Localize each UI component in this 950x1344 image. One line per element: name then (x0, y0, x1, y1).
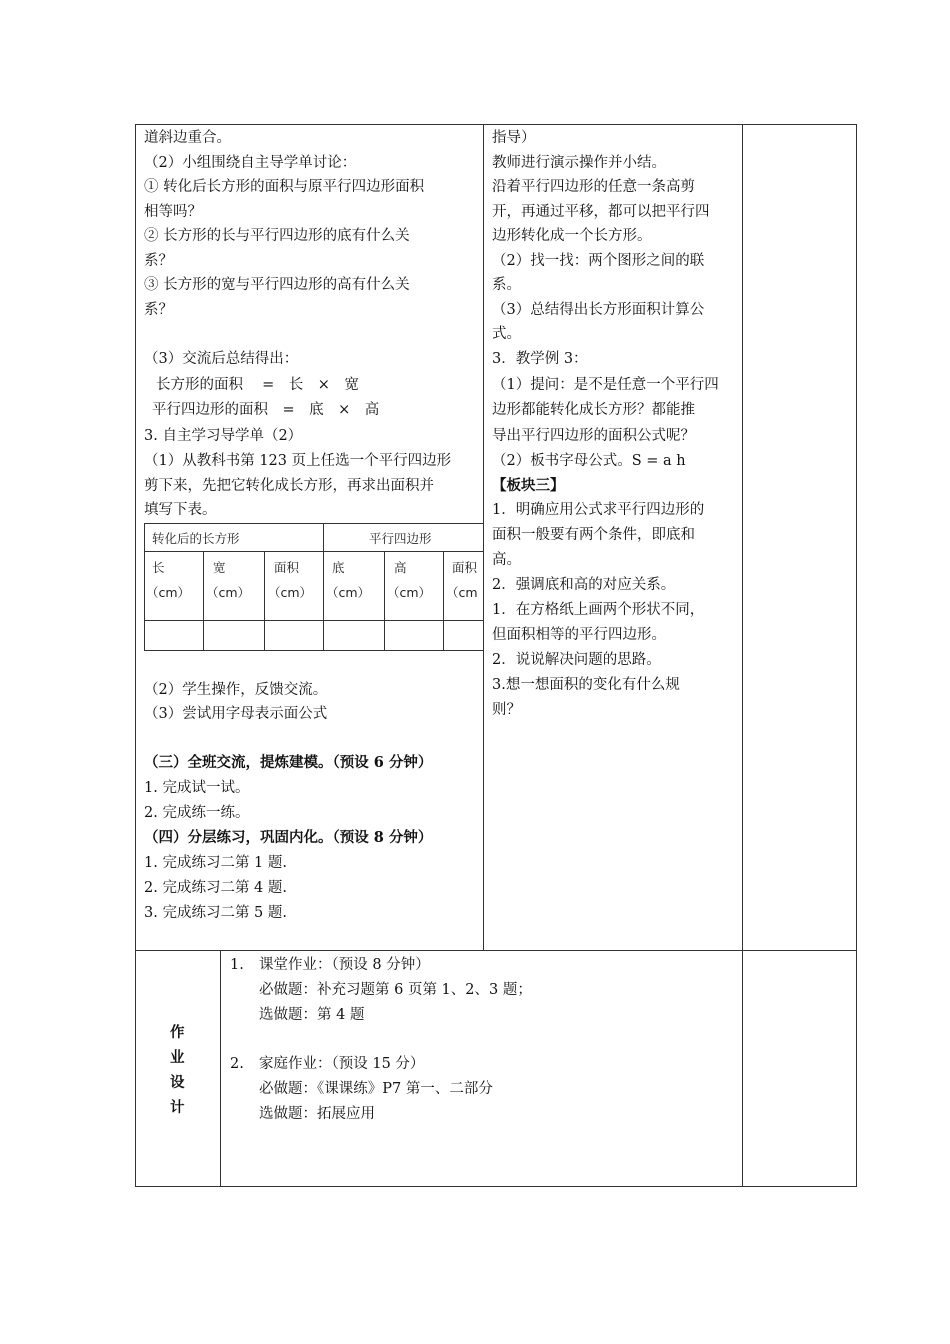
left-line: （1）从教科书第 123 页上任选一个平行四边形 (144, 453, 452, 469)
column-divider-middle (483, 124, 484, 951)
homework-item-number: 1. (230, 957, 244, 973)
homework-label-char: 业 (170, 1049, 185, 1066)
right-line: （3）总结得出长方形面积计算公 (492, 302, 705, 318)
homework-item-number: 2. (230, 1056, 244, 1072)
right-line: 但面积相等的平行四边形。 (492, 627, 666, 643)
inner-table-group-divider (323, 523, 324, 651)
homework-item-title: 家庭作业：（预设 15 分） (259, 1056, 425, 1072)
homework-required: 必做题：《课课练》P7 第一、二部分 (259, 1081, 493, 1097)
homework-optional: 选做题：第 4 题 (259, 1007, 365, 1023)
left-line: 3. 自主学习导学单（2） (144, 428, 303, 444)
left-line: 系？ (144, 253, 173, 269)
right-line: 3.想一想面积的变化有什么规 (492, 677, 680, 693)
column-divider-right (742, 124, 743, 1187)
inner-table-row-divider (144, 620, 483, 621)
inner-table-col-name: 长 (152, 560, 165, 575)
right-line: 开，再通过平移，都可以把平行四 (492, 204, 710, 220)
left-line: 3. 完成练习二第 5 题. (144, 905, 287, 921)
inner-table-col-unit: （cm） (268, 585, 313, 600)
left-line: 1. 完成试一试。 (144, 780, 250, 796)
left-line: ③ 长方形的宽与平行四边形的高有什么关 (144, 277, 410, 293)
right-line: 则？ (492, 702, 521, 718)
right-line: 边形都能转化成长方形？都能推 (492, 402, 695, 418)
right-line: 2．强调底和高的对应关系。 (492, 577, 676, 593)
right-line: （1）提问：是不是任意一个平行四 (492, 377, 719, 393)
right-line: 1．明确应用公式求平行四边形的 (492, 502, 705, 518)
right-line: 沿着平行四边形的任意一条高剪 (492, 179, 695, 195)
homework-label-char: 计 (170, 1099, 185, 1116)
formula-rectangle: 长方形的面积 = 长 × 宽 (156, 377, 359, 393)
table-border-bottom (135, 1186, 857, 1187)
inner-table-col (264, 551, 265, 651)
left-line: 2. 完成练习二第 4 题. (144, 880, 287, 896)
left-line: 道斜边重合。 (144, 130, 231, 146)
homework-optional: 选做题：拓展应用 (259, 1106, 375, 1122)
block-heading: 【板块三】 (492, 477, 565, 494)
right-line: 1．在方格纸上画两个形状不同， (492, 602, 705, 618)
left-line: 系？ (144, 302, 173, 318)
homework-label-char: 设 (170, 1074, 185, 1091)
column-divider-label (220, 950, 221, 1187)
inner-table-col (443, 551, 444, 651)
left-line: ② 长方形的长与平行四边形的底有什么关 (144, 228, 410, 244)
inner-table-col-unit: （cm） (387, 585, 432, 600)
right-line: 系。 (492, 277, 521, 293)
inner-table-col-unit: （cm） (146, 585, 191, 600)
inner-table-col-unit: （cm） (206, 585, 251, 600)
inner-table-col-unit: （cm (446, 585, 478, 600)
table-border-top (135, 124, 857, 125)
formula-parallelogram: 平行四边形的面积 = 底 × 高 (152, 402, 380, 418)
inner-table-col-unit: （cm） (326, 585, 371, 600)
inner-table-col (203, 551, 204, 651)
inner-table-group-header: 转化后的长方形 (152, 531, 240, 546)
right-line: 导出平行四边形的面积公式呢？ (492, 428, 695, 444)
inner-table-col-name: 面积 (274, 560, 300, 575)
left-line: （3）交流后总结得出： (144, 351, 299, 367)
left-line: 2. 完成练一练。 (144, 805, 250, 821)
left-line: 相等吗？ (144, 204, 202, 220)
inner-table-top (144, 523, 483, 524)
right-line: 边形转化成一个长方形。 (492, 228, 652, 244)
left-line: ① 转化后长方形的面积与原平行四边形面积 (144, 179, 425, 195)
section-heading: （四）分层练习，巩固内化。（预设 8 分钟） (144, 829, 433, 846)
right-line: 式。 (492, 326, 521, 342)
right-line: 指导） (492, 130, 536, 146)
section-heading: （三）全班交流，提炼建模。（预设 6 分钟） (144, 754, 433, 771)
inner-table-col-name: 宽 (213, 560, 226, 575)
homework-required: 必做题：补充习题第 6 页第 1、2、3 题； (259, 982, 532, 998)
right-line: （2）找一找：两个图形之间的联 (492, 253, 705, 269)
homework-item-title: 课堂作业：（预设 8 分钟） (259, 957, 430, 973)
inner-table-col-name: 底 (332, 560, 345, 575)
table-border-right (856, 124, 857, 1187)
left-line: （3）尝试用字母表示面公式 (144, 706, 328, 722)
left-line: （2）学生操作，反馈交流。 (144, 682, 328, 698)
left-line: （2）小组围绕自主导学单讨论： (144, 155, 357, 171)
inner-table-col (384, 551, 385, 651)
right-line: 3．教学例 3： (492, 351, 588, 367)
inner-table-col-name: 高 (394, 560, 407, 575)
right-line: （2）板书字母公式。S = a h (492, 453, 686, 469)
left-line: 1. 完成练习二第 1 题. (144, 855, 287, 871)
inner-table-bottom (144, 650, 483, 651)
inner-table-group-header: 平行四边形 (369, 531, 432, 546)
right-line: 面积一般要有两个条件，即底和 (492, 527, 695, 543)
inner-table-left (144, 523, 145, 651)
inner-table-header-divider (144, 551, 483, 552)
homework-label-char: 作 (170, 1024, 185, 1041)
inner-table-col-name: 面积 (452, 560, 478, 575)
right-line: 2．说说解决问题的思路。 (492, 652, 661, 668)
left-line: 填写下表。 (144, 502, 217, 518)
right-line: 高。 (492, 552, 521, 568)
table-border-left (135, 124, 136, 1187)
table-row-divider (135, 950, 857, 951)
left-line: 剪下来，先把它转化成长方形，再求出面积并 (144, 478, 434, 494)
right-line: 教师进行演示操作并小结。 (492, 155, 666, 171)
